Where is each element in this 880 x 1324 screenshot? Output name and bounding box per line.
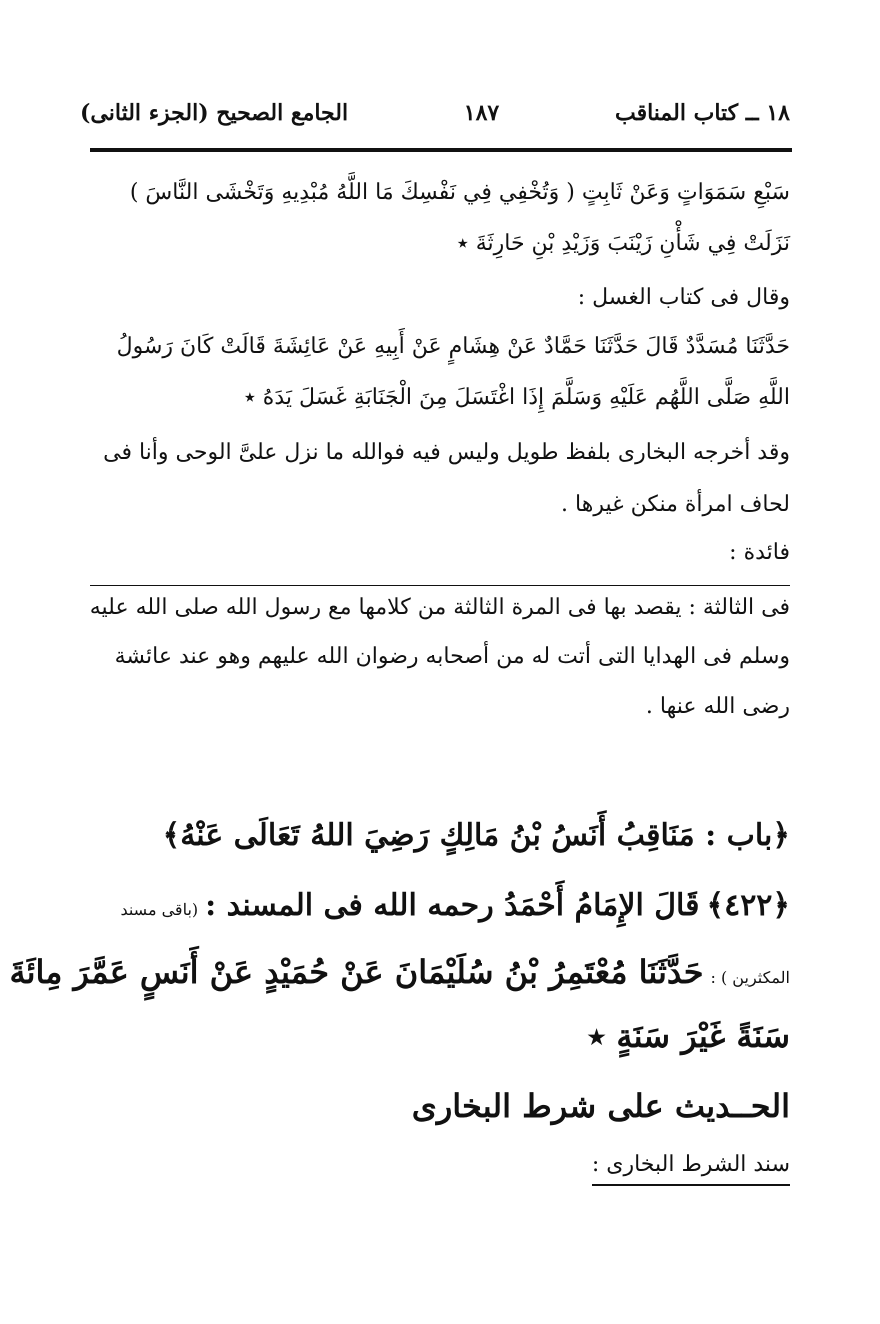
benefit-label: فائدة : [729, 540, 790, 565]
text-line-4: حَدَّثَنَا مُسَدَّدٌ قَالَ حَدَّثَنَا حَمَّادٌ عَنْ هِشَامٍ عَنْ أَبِيهِ عَنْ عَائِشَةَ قَالَتْ كَانَ رَسُولُ [116, 334, 790, 359]
hadith-intro-text: قَالَ الإِمَامُ أَحْمَدُ رحمه الله فى المسند : [205, 888, 700, 923]
text-line-1: سَبْعِ سَمَوَاتٍ وَعَنْ ثَابِتٍ ( وَتُخْفِي فِي نَفْسِكَ مَا اللَّهُ مُبْدِيهِ وَتَخْشَى النَّاسَ ) [129, 180, 790, 205]
text-line-9: فى الثالثة : يقصد بها فى المرة الثالثة من كلامها مع رسول الله صلى الله عليه [89, 595, 790, 620]
hadith-source-end: المكثرين ) : [710, 968, 790, 987]
hadith-intro [80, 884, 790, 932]
subheading [80, 1148, 790, 1186]
hadith-grade: الحــديث على شرط البخارى [411, 1087, 790, 1125]
hadith-line-1 [9, 950, 790, 1000]
text-line-10: وسلم فى الهدايا التى أتت له من أصحابه رضوان الله عليهم وهو عند عائشة [114, 644, 790, 669]
text-line-7: لحاف امرأة منكن غيرها . [561, 492, 790, 517]
chapter-heading: ﴿باب : مَنَاقِبُ أَنَسُ بْنُ مَالِكٍ رَضِيَ اللهُ تَعَالَى عَنْهُ﴾ [162, 818, 790, 853]
page-number: ١٨٧ [463, 100, 500, 126]
section-divider [90, 585, 790, 586]
chapter-title: ١٨ ــ كتاب المناقب [614, 100, 790, 126]
text-line-6: وقد أخرجه البخارى بلفظ طويل وليس فيه فوالله ما نزل علىَّ الوحى وأنا فى [103, 440, 790, 465]
text-line-5: اللَّهِ صَلَّى اللَّهُم عَلَيْهِ وَسَلَّمَ إِذَا اغْتَسَلَ مِنَ الْجَنَابَةِ غَسَلَ يَدَهُ ٭ [243, 385, 790, 410]
subheading-text: سند الشرط البخارى : [592, 1148, 790, 1186]
text-line-11: رضى الله عنها . [645, 694, 790, 719]
text-line-2: نَزَلَتْ فِي شَأْنِ زَيْنَبَ وَزَيْدِ بْنِ حَارِثَةَ ٭ [456, 231, 790, 256]
page-header [80, 88, 790, 138]
text-line-3: وقال فى كتاب الغسل : [577, 285, 790, 310]
hadith-text-1: حَدَّثَنَا مُعْتَمِرُ بْنُ سُلَيْمَانَ عَنْ حُمَيْدٍ عَنْ أَنَسٍ عَمَّرَ مِائَةَ [9, 953, 704, 991]
book-title: الجامع الصحيح (الجزء الثانى) [80, 100, 349, 126]
hadith-number: ﴿٤٢٢﴾ [706, 888, 790, 923]
header-rule [90, 148, 792, 152]
hadith-source-start: (باقى مسند [120, 900, 199, 919]
hadith-line-2: سَنَةً غَيْرَ سَنَةٍ ٭ [587, 1017, 790, 1055]
